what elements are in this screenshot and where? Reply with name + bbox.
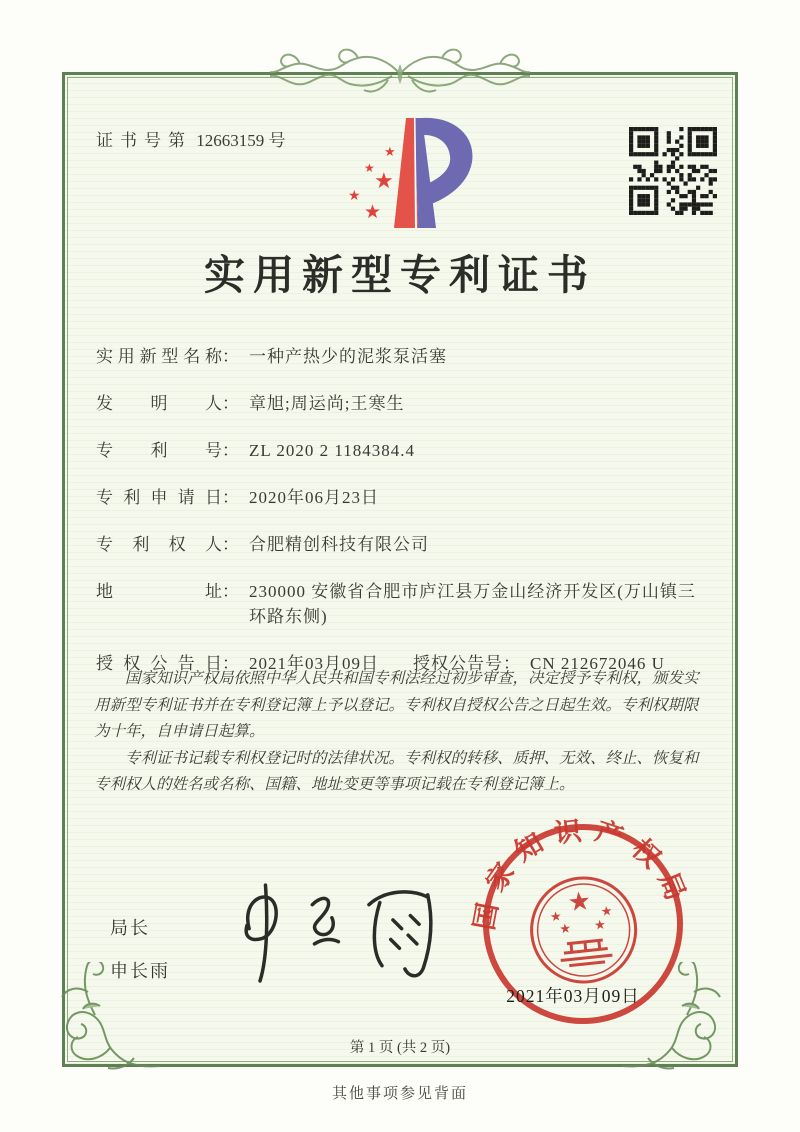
signer-name: 申长雨	[110, 961, 170, 981]
field-utility-model-name: 实用新型名称： 一种产热少的泥浆泵活塞	[96, 344, 712, 369]
field-label: 专利申请日	[96, 488, 222, 507]
field-value: CN 212672046 U	[530, 654, 665, 673]
top-border-ornament	[270, 42, 530, 106]
field-value: 2021年03月09日	[249, 654, 379, 673]
legal-paragraph-1: 国家知识产权局依照中华人民共和国专利法经过初步审查，决定授予专利权，颁发实用新型专利证书并在专利登记簿上予以登记。专利权自授权公告之日起生效。专利权期限为十年，自申请日起算。	[94, 670, 699, 740]
cnipa-logo-icon	[338, 110, 486, 236]
field-patentee: 专利权人： 合肥精创科技有限公司	[96, 532, 712, 557]
signer-title: 局长	[110, 918, 150, 938]
seal-date: 2021年03月09日	[506, 986, 640, 1006]
field-inventors: 发明人： 章旭;周运尚;王寒生	[96, 391, 712, 416]
field-value: 一种产热少的泥浆泵活塞	[249, 347, 447, 366]
certificate-title: 实用新型专利证书	[204, 252, 596, 298]
certificate-number-value: 12663159	[196, 131, 265, 150]
svg-text:★: ★	[566, 886, 593, 919]
svg-text:★: ★	[549, 909, 563, 926]
page-number: 第 1 页 (共 2 页)	[349, 1040, 451, 1056]
certificate-number-prefix: 证书号第	[96, 131, 192, 150]
field-label: 实用新型名称	[96, 347, 222, 366]
svg-text:★: ★	[348, 188, 361, 204]
svg-text:★: ★	[600, 903, 614, 921]
legal-paragraph-2: 专利证书记载专利权登记时的法律状况。专利权的转移、质押、无效、终止、恢复和专利权人的姓名或名称、国籍、地址变更等事项记载在专利登记簿上。	[94, 749, 699, 793]
svg-text:★: ★	[384, 145, 396, 160]
field-label: 授权公告号	[413, 654, 503, 673]
field-application-date: 专利申请日： 2020年06月23日	[96, 485, 712, 510]
field-value: 2020年06月23日	[249, 488, 379, 507]
field-label: 授权公告日	[96, 654, 222, 673]
svg-text:★: ★	[374, 169, 394, 194]
field-value: ZL 2020 2 1184384.4	[249, 441, 416, 460]
field-grant-publication-number: 授权公告号： CN 212672046 U	[413, 651, 665, 676]
svg-text:★: ★	[364, 201, 382, 223]
field-value: 230000 安徽省合肥市庐江县万金山经济开发区(万山镇三环路东侧)	[249, 582, 696, 626]
signer-block	[110, 914, 170, 1000]
field-patent-number: 专利号： ZL 2020 2 1184384.4	[96, 438, 712, 463]
field-address: 地址： 230000 安徽省合肥市庐江县万金山经济开发区(万山镇三环路东侧)	[96, 579, 712, 629]
qr-code-icon	[629, 127, 717, 215]
field-label: 专利权人	[96, 535, 222, 554]
back-note: 其他事项参见背面	[331, 1086, 468, 1102]
svg-text:★: ★	[364, 161, 375, 175]
field-label: 地址	[96, 582, 222, 601]
field-label: 专利号	[96, 441, 222, 460]
seal-ring-text: 国家知识产权局	[468, 814, 696, 933]
field-value: 合肥精创科技有限公司	[249, 535, 429, 554]
legal-text	[94, 666, 712, 799]
certificate-number-suffix: 号	[268, 131, 286, 150]
field-value: 章旭;周运尚;王寒生	[249, 394, 405, 413]
national-emblem-icon	[526, 873, 640, 987]
certificate-number	[96, 126, 286, 151]
field-grant-publication: 授权公告日： 2021年03月09日 授权公告号： CN 212672046 U	[96, 651, 712, 676]
signature-icon	[218, 872, 448, 994]
field-label: 发明人	[96, 394, 222, 413]
certificate-fields	[96, 344, 712, 698]
svg-text:★: ★	[593, 917, 607, 934]
svg-text:★: ★	[558, 921, 572, 938]
